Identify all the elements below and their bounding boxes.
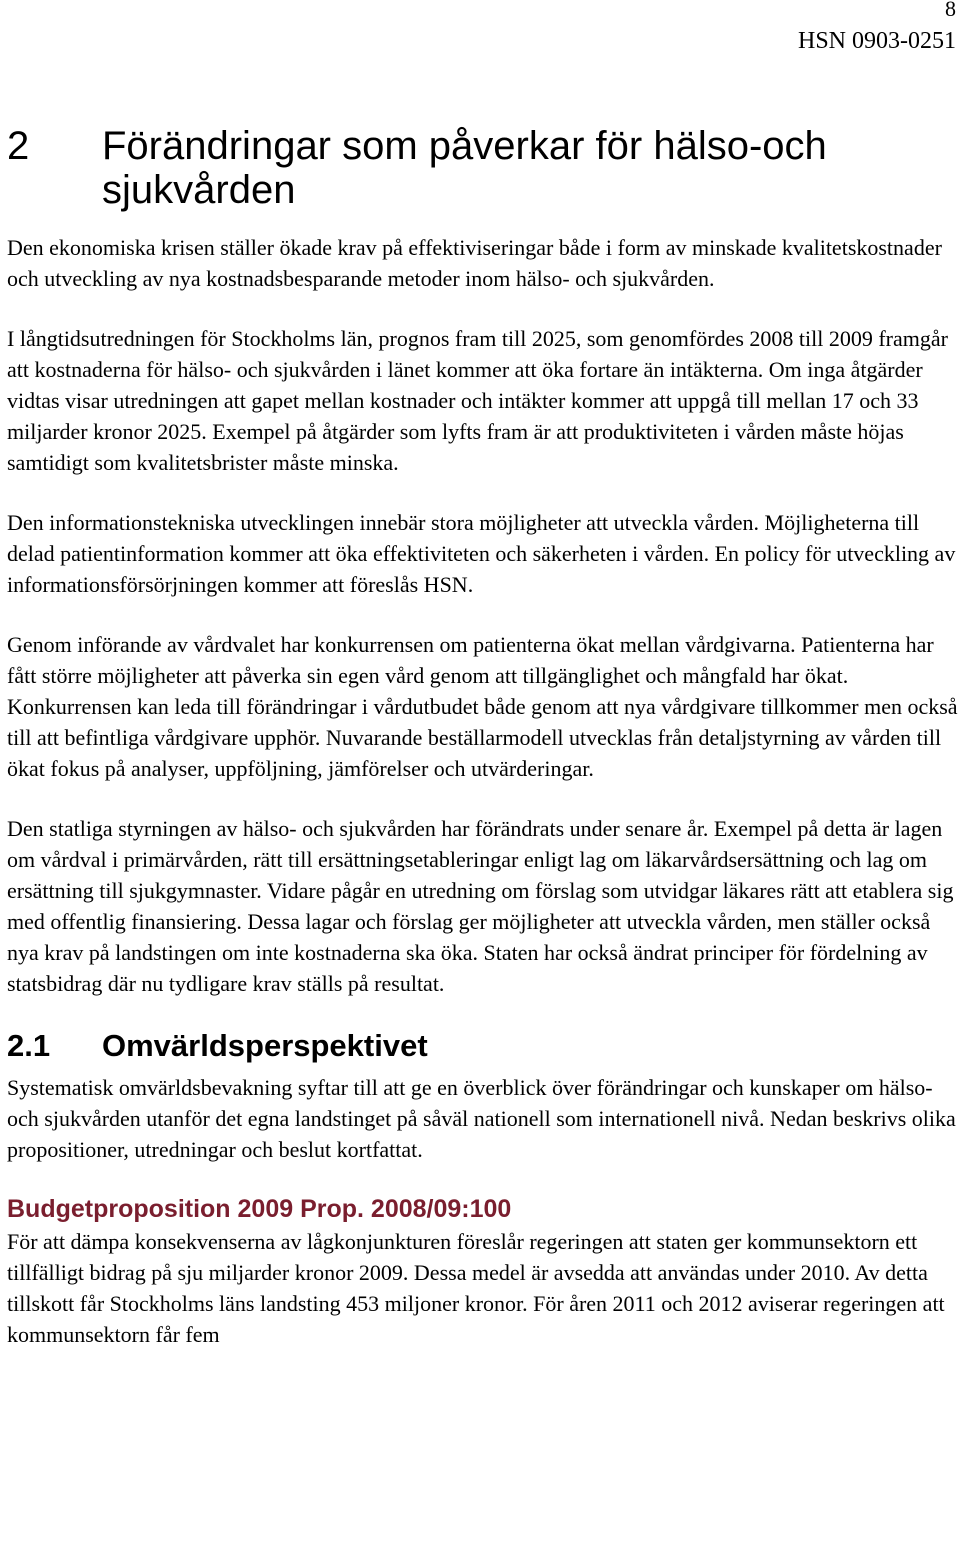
document-id: HSN 0903-0251 xyxy=(797,28,956,54)
paragraph: Den informationstekniska utvecklingen innebär stora möjligheter att utveckla vården. Möjligheterna till delad patientinformation kommer att öka effektiviteten och säkerheten i vården. En policy för utveckling av informationsförsörjningen kommer att föreslås HSN. xyxy=(7,510,956,597)
paragraph: Den ekonomiska krisen ställer ökade krav på effektiviseringar både i form av minskade kvalitetskostnader och utveckling av nya kostnadsbesparande metoder inom hälso- och sjukvården. xyxy=(7,235,942,291)
paragraph: Den statliga styrningen av hälso- och sjukvården har förändrats under senare år. Exempel på detta är lagen om vårdval i primärvården, rätt till ersättningsetableringar enligt lag om läkarvårdsersättning och lag om ersättning till sjukgymnaster. Vidare pågår en utredning om förslag som utvidgar läkares rätt att etablera sig med offentlig finansiering. Dessa lagar och förslag ger möjligheter att utveckla vården, men ställer också nya krav på landstingen om inte kostnaderna ska öka. Staten har också ändrat principer för fördelning av statsbidrag där nu tydligare krav ställs på resultat. xyxy=(7,816,954,996)
section-heading xyxy=(7,1028,960,1064)
subsection-paragraph: För att dämpa konsekvenserna av lågkonjunkturen föreslår regeringen att staten ger kommunsektorn ett tillfälligt bidrag på sju miljarder kronor 2009. Dessa medel är avsedda att användas under 2010. Av detta tillskott får Stockholms läns landsting 453 miljoner kronor. För åren 2011 och 2012 aviserar regeringen att kommunsektorn får fem xyxy=(7,1229,945,1347)
subsection-heading: Budgetproposition 2009 Prop. 2008/09:100 xyxy=(7,1195,512,1223)
document-body xyxy=(7,124,960,1350)
section-number: 2.1 xyxy=(7,1028,51,1063)
section-intro: Systematisk omvärldsbevakning syftar till att ge en överblick över förändringar och kunskaper om hälso- och sjukvården utanför det egna landstinget på såväl nationell som internationell nivå. Nedan beskrivs olika propositioner, utredningar och beslut kortfattat. xyxy=(7,1075,956,1162)
paragraph: Genom införande av vårdvalet har konkurrensen om patienterna ökat mellan vårdgivarna. Patienterna har fått större möjligheter att påverka sin egen vård genom att tillgänglighet och mångfald har ökat. Konkurrensen kan leda till förändringar i vårdutbudet både genom att nya vårdgivare tillkommer men också till att befintliga vårdgivare upphör. Nuvarande beställarmodell utvecklas från detaljstyrning av vården till ökat fokus på analyser, uppföljning, jämförelser och utvärderingar. xyxy=(7,632,958,781)
chapter-title: Förändringar som påverkar för hälso-och sjukvården xyxy=(102,124,827,212)
paragraph: I långtidsutredningen för Stockholms län, prognos fram till 2025, som genomfördes 2008 till 2009 framgår att kostnaderna för hälso- och sjukvården i länet kommer att öka fortare än intäkterna. Om inga åtgärder vidtas visar utredningen att gapet mellan kostnader och intäkter kommer att uppgå till mellan 17 och 33 miljarder kronor 2025. Exempel på åtgärder som lyfts fram är att produktiviteten i vården måste höjas samtidigt som kvalitetsbrister måste minska. xyxy=(7,326,948,475)
page-number: 8 xyxy=(945,0,956,21)
chapter-heading xyxy=(7,124,960,212)
section-title: Omvärldsperspektivet xyxy=(102,1028,428,1063)
chapter-number: 2 xyxy=(7,124,30,168)
